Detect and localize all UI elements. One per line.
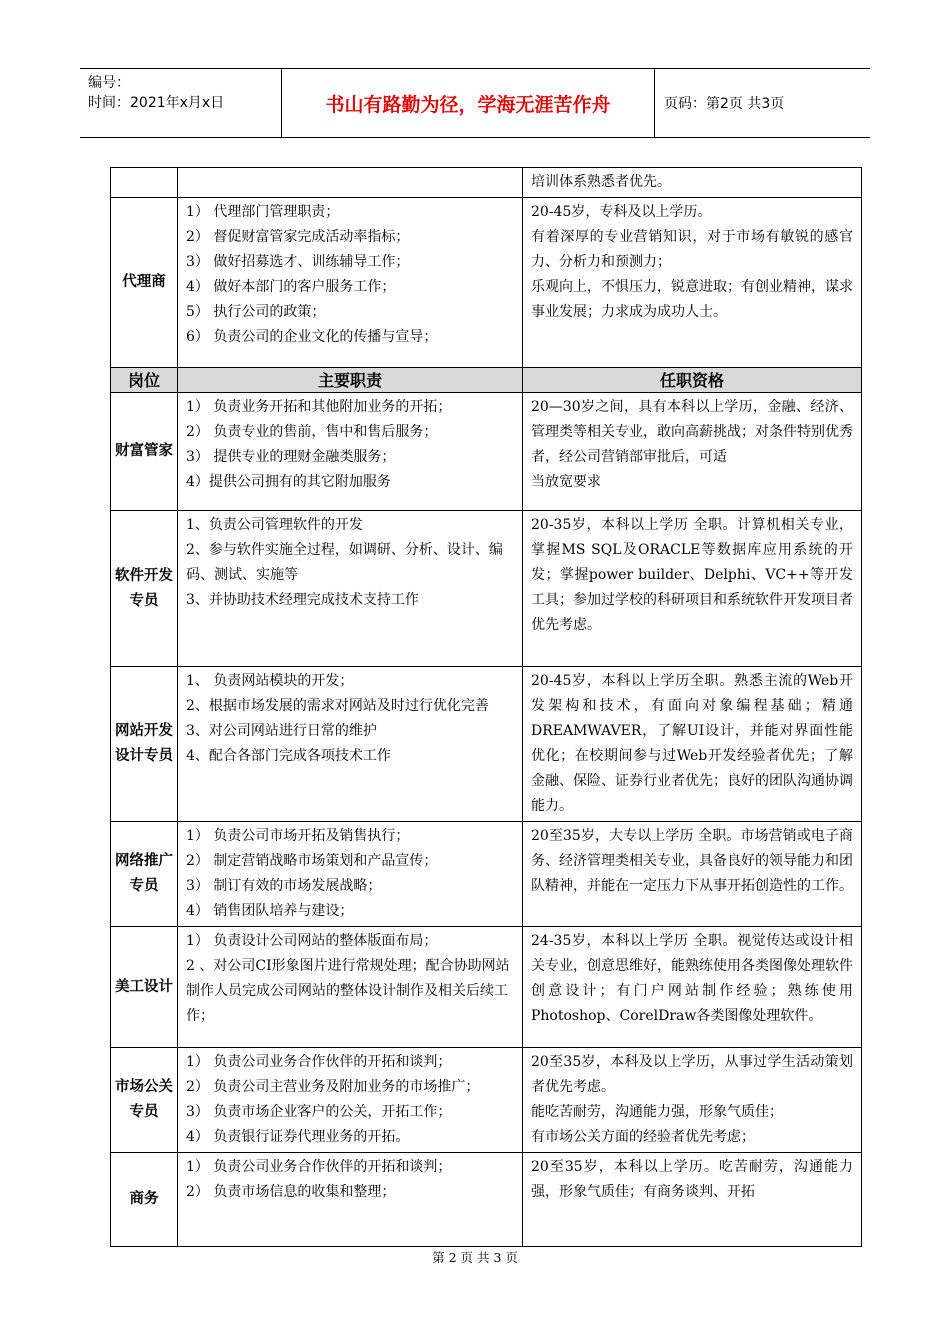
requirement-item: 24-35岁，本科以上学历 全职。视觉传达或设计相关专业，创意思维好，能熟练使用各类图像处理软件创意设计；有门户网站制作经验；熟练使用Photoshop、CorelDraw各类图像处理软件。: [531, 933, 853, 1024]
table-row: [111, 822, 862, 927]
duty-item: 3） 负责市场企业客户的公关，开拓工作；: [186, 1104, 452, 1120]
duty-item: 3） 提供专业的理财金融类服务；: [186, 449, 396, 465]
table-row: [111, 393, 862, 511]
requirements-cell: [523, 927, 862, 1048]
post-cell: [111, 168, 178, 198]
number-label: 编号：: [88, 75, 130, 91]
duties-cell: [178, 198, 523, 368]
post-cell: 软件开发专员: [111, 511, 178, 667]
requirements-cell: [523, 822, 862, 927]
duties-cell: [178, 168, 523, 198]
requirement-item: 20至35岁，本科及以上学历，从事过学生活动策划者优先考虑。: [531, 1054, 853, 1095]
requirements-cell: [523, 1048, 862, 1153]
requirement-item: 能吃苦耐劳，沟通能力强，形象气质佳；: [531, 1104, 783, 1120]
duty-item: 3） 做好招募选才、训练辅导工作；: [186, 254, 410, 270]
time-label: 时间：2021年x月x日: [88, 95, 225, 111]
duty-item: 4） 负责银行证券代理业务的开拓。: [186, 1129, 410, 1145]
requirements-cell: [523, 393, 862, 511]
duty-item: 1） 代理部门管理职责；: [186, 204, 340, 220]
column-header: 主要职责: [178, 368, 523, 393]
duties-cell: [178, 393, 523, 511]
post-cell: 网站开发设计专员: [111, 667, 178, 822]
duties-cell: [178, 511, 523, 667]
requirement-item: 乐观向上，不惧压力，锐意进取；有创业精神，谋求事业发展；力求成为成功人士。: [531, 279, 853, 320]
post-cell: 财富管家: [111, 393, 178, 511]
duty-item: 4） 做好本部门的客户服务工作；: [186, 279, 396, 295]
requirements-cell: [523, 168, 862, 198]
duty-item: 4、配合各部门完成各项技术工作: [186, 748, 391, 764]
requirement-item: 20-45岁，专科及以上学历。: [531, 204, 712, 220]
duties-cell: [178, 667, 523, 822]
duty-item: 5） 执行公司的政策；: [186, 304, 326, 320]
duty-item: 4）提供公司拥有的其它附加服务: [186, 474, 391, 490]
duty-item: 1、 负责网站模块的开发；: [186, 673, 354, 689]
page-footer: 第 2 页 共 3 页: [432, 1250, 518, 1265]
requirement-item: 有市场公关方面的经验者优先考虑；: [531, 1129, 755, 1145]
requirements-cell: [523, 667, 862, 822]
requirement-item: 当放宽要求: [531, 474, 601, 490]
duty-item: 2） 督促财富管家完成活动率指标；: [186, 229, 410, 245]
duty-item: 2） 负责公司主营业务及附加业务的市场推广；: [186, 1079, 480, 1095]
requirements-cell: [523, 198, 862, 368]
post-cell: 商务: [111, 1153, 178, 1247]
duty-item: 2） 负责市场信息的收集和整理；: [186, 1184, 396, 1200]
post-cell: 网络推广专员: [111, 822, 178, 927]
duties-cell: [178, 927, 523, 1048]
header-meta: [80, 69, 282, 137]
duty-item: 3、对公司网站进行日常的维护: [186, 723, 377, 739]
table-row: [111, 927, 862, 1048]
requirement-item: 20至35岁，大专以上学历 全职。市场营销或电子商务、经济管理类相关专业，具备良好的领导能力和团队精神，并能在一定压力下从事开拓创造性的工作。: [531, 828, 853, 894]
header-motto: 书山有路勤为径，学海无涯苦作舟: [282, 69, 655, 137]
duty-item: 2 、对公司CI形象图片进行常规处理；配合协助网站制作人员完成公司网站的整体设计制作及相关后续工作；: [186, 958, 510, 1024]
duty-item: 1） 负责设计公司网站的整体版面布局；: [186, 933, 438, 949]
requirement-item: 培训体系熟悉者优先。: [531, 174, 671, 190]
header-page-label: 页码：第2页 共3页: [664, 96, 785, 112]
table-row: [111, 198, 862, 368]
column-header: 任职资格: [523, 368, 862, 393]
duty-item: 2） 负责专业的售前，售中和售后服务；: [186, 424, 438, 440]
requirements-cell: [523, 511, 862, 667]
duty-item: 1） 负责公司市场开拓及销售执行；: [186, 828, 410, 844]
column-header: 岗位: [111, 368, 178, 393]
duty-item: 3、并协助技术经理完成技术支持工作: [186, 592, 419, 608]
post-cell: 市场公关专员: [111, 1048, 178, 1153]
table-row: [111, 667, 862, 822]
duty-item: 1、负责公司管理软件的开发: [186, 517, 363, 533]
post-cell: 美工设计: [111, 927, 178, 1048]
duty-item: 6） 负责公司的企业文化的传播与宣导；: [186, 329, 438, 345]
table-row: [111, 1153, 862, 1247]
duty-item: 1） 负责公司业务合作伙伴的开拓和谈判；: [186, 1159, 452, 1175]
page-header: [80, 68, 870, 138]
duty-item: 3） 制订有效的市场发展战略；: [186, 878, 382, 894]
table-row: [111, 168, 862, 198]
duty-item: 2） 制定营销战略市场策划和产品宣传；: [186, 853, 438, 869]
requirement-item: 20至35岁，本科以上学历。吃苦耐劳，沟通能力强，形象气质佳；有商务谈判、开拓: [531, 1159, 853, 1200]
table-row: [111, 1048, 862, 1153]
requirement-item: 20—30岁之间，具有本科以上学历，金融、经济、管理类等相关专业，敢向高薪挑战；对条件特别优秀者，经公司营销部审批后，可适: [531, 399, 853, 465]
requirements-cell: [523, 1153, 862, 1247]
requirement-item: 有着深厚的专业营销知识，对于市场有敏锐的感官力、分析力和预测力；: [531, 229, 853, 270]
requirement-item: 20-45岁，本科以上学历全职。熟悉主流的Web开发架构和技术，有面向对象编程基础；精通DREAMWAVER，了解UI设计，并能对界面性能优化；在校期间参与过Web开发经验者优先；了解金融、保险、证券行业者优先；良好的团队沟通协调能力。: [531, 673, 853, 814]
duty-item: 2、根据市场发展的需求对网站及时过行优化完善: [186, 698, 489, 714]
requirement-item: 20-35岁，本科以上学历 全职。计算机相关专业，掌握MS SQL及ORACLE等数据库应用系统的开发；掌握power builder、Delphi、VC++等开发工具；参加过学校的科研项目和系统软件开发项目者优先考虑。: [531, 517, 853, 633]
table-row: [111, 511, 862, 667]
duties-cell: [178, 1153, 523, 1247]
job-table: [110, 167, 862, 1247]
duties-cell: [178, 822, 523, 927]
header-row: [111, 368, 862, 393]
post-cell: 代理商: [111, 198, 178, 368]
duties-cell: [178, 1048, 523, 1153]
duty-item: 1） 负责公司业务合作伙伴的开拓和谈判；: [186, 1054, 452, 1070]
duty-item: 2、参与软件实施全过程，如调研、分析、设计、编码、测试、实施等: [186, 542, 503, 583]
duty-item: 4） 销售团队培养与建设；: [186, 903, 354, 919]
duty-item: 1） 负责业务开拓和其他附加业务的开拓；: [186, 399, 452, 415]
